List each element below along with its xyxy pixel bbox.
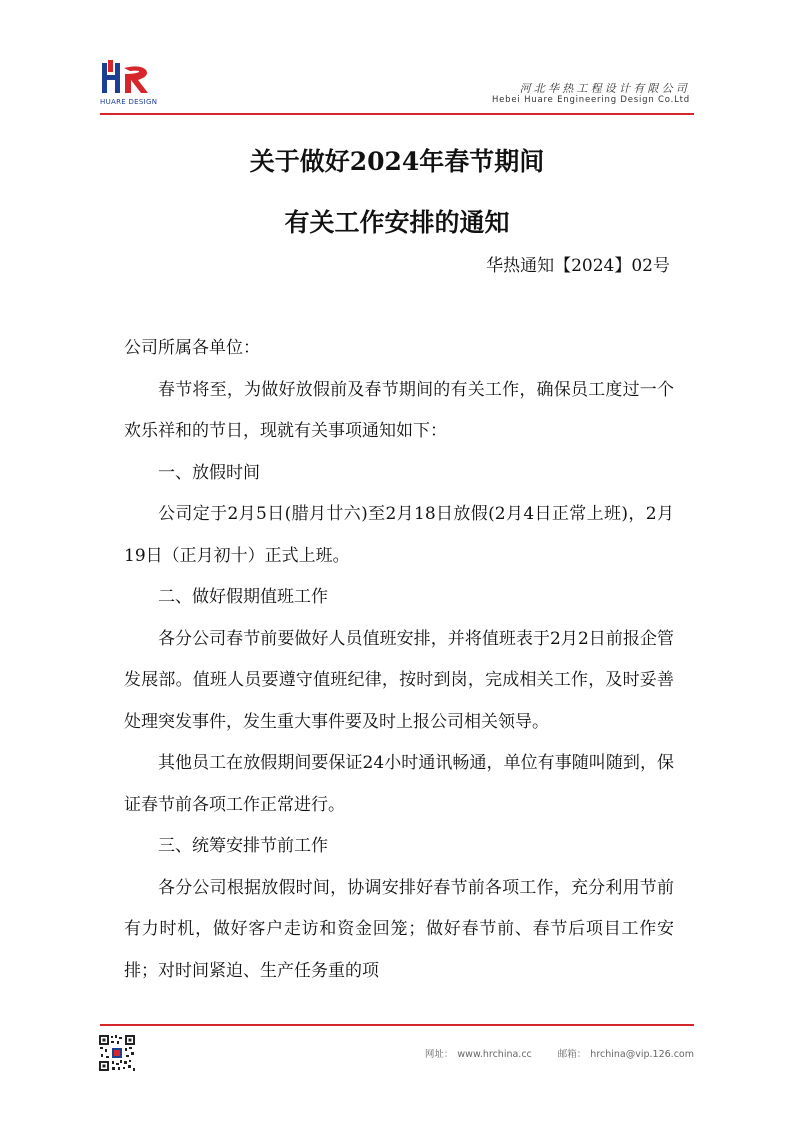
company-logo (100, 60, 160, 108)
section-heading-1: 一、放假时间 (158, 462, 260, 483)
email-label: 邮箱： (557, 1049, 587, 1060)
communication-paragraph: 其他员工在放假期间要保证24小时通讯畅通，单位有事随叫随到，保证春节前各项工作正常进行。 (124, 753, 674, 815)
company-name-en: Hebei Huare Engineering Design Co.Ltd (491, 95, 690, 105)
duty-paragraph: 各分公司春节前要做好人员值班安排，并将值班表于2月2日前报企管发展部。值班人员要遵守值班纪律，按时到岗，完成相关工作，及时妥善处理突发事件，发生重大事件要及时上报公司相关领导。 (124, 628, 674, 732)
salutation: 公司所属各单位： (124, 338, 260, 358)
section-heading-3: 三、统筹安排节前工作 (158, 836, 328, 856)
header-divider (100, 113, 694, 115)
qr-code-icon (98, 1034, 136, 1072)
email-link[interactable]: hrchina@vip.126.com (590, 1049, 694, 1060)
document-number: 华热通知【2024】02号 (486, 256, 670, 276)
page-header (0, 0, 794, 120)
document-title-line-2: 有关工作安排的通知 (284, 208, 510, 237)
website-label: 网址： (424, 1049, 454, 1060)
footer-contact (421, 1046, 694, 1060)
website-link[interactable]: www.hrchina.cc (457, 1049, 532, 1060)
document-body (124, 328, 674, 992)
document-title-line-1: 关于做好2024年春节期间 (249, 147, 545, 176)
section-heading-2: 二、做好假期值班工作 (158, 587, 328, 607)
intro-paragraph: 春节将至，为做好放假前及春节期间的有关工作，确保员工度过一个欢乐祥和的节日，现就有关事项通知如下： (124, 379, 674, 441)
footer-divider (100, 1024, 694, 1026)
logo-mark-icon (100, 60, 156, 96)
company-name-cn: 河北华热工程设计有限公司 (519, 82, 690, 95)
holiday-paragraph: 公司定于2月5日(腊月廿六)至2月18日放假(2月4日正常上班)，2月19日（正月初十）正式上班。 (124, 504, 674, 566)
logo-caption: HUARE DESIGN (100, 98, 158, 106)
planning-paragraph: 各分公司根据放假时间，协调安排好春节前各项工作，充分利用节前有力时机，做好客户走访和资金回笼；做好春节前、春节后项目工作安排；对时间紧迫、生产任务重的项 (124, 877, 674, 981)
